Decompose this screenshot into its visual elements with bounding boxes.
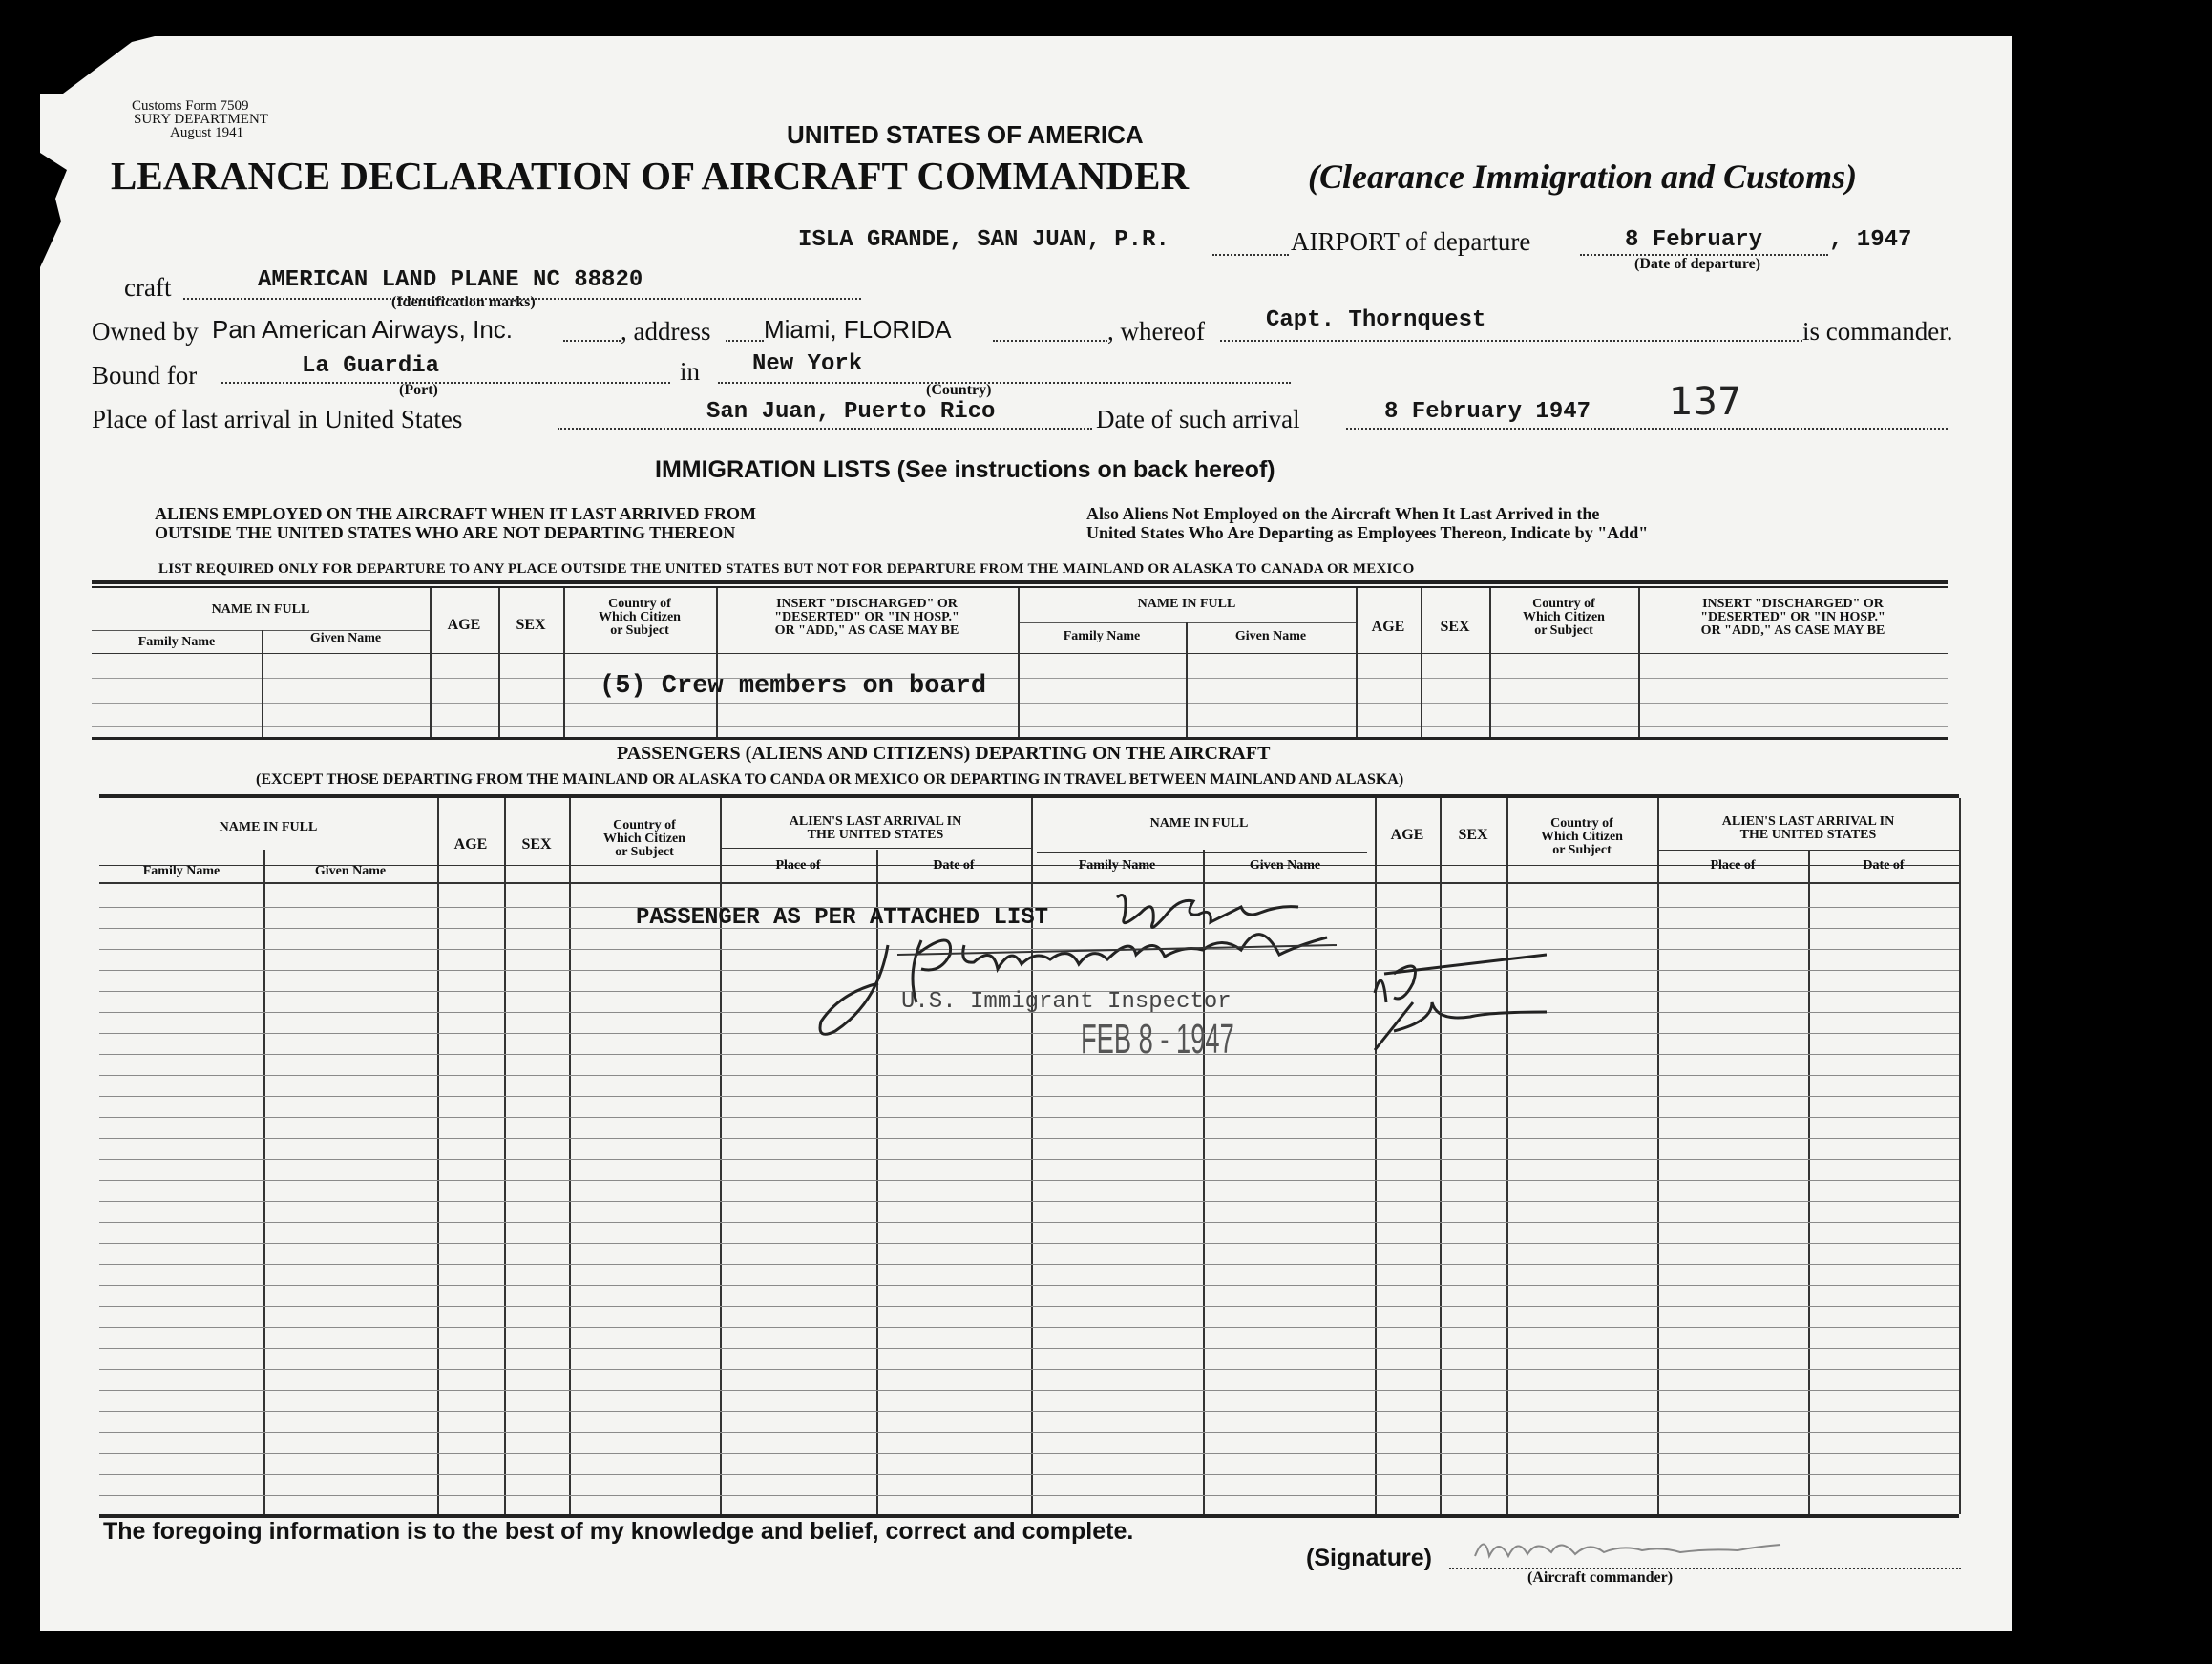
col-age-2: AGE xyxy=(1371,619,1405,635)
col-name-in-full: NAME IN FULL xyxy=(211,602,310,617)
col-insert-status xyxy=(716,598,1018,638)
table-row xyxy=(99,1474,1959,1475)
p-col-last-arrival-2 xyxy=(1657,815,1959,842)
departure-year-value: , 1947 xyxy=(1829,227,1912,253)
table-row xyxy=(99,1117,1959,1118)
p-col-date-of: Date of xyxy=(933,858,975,873)
table-row xyxy=(99,1285,1959,1286)
table-row xyxy=(99,1138,1959,1139)
col-family-name: Family Name xyxy=(137,635,216,649)
owner-value: Pan American Airways, Inc. xyxy=(212,315,514,344)
p-col-given-name-2: Given Name xyxy=(1249,858,1321,873)
table-row xyxy=(99,1201,1959,1202)
p-col-last-arrival-line2: THE UNITED STATES xyxy=(807,828,944,842)
col-country-2 xyxy=(1489,598,1638,638)
p-col-country-2-line3: or Subject xyxy=(1552,843,1612,857)
crew-note: (5) Crew members on board xyxy=(600,672,987,701)
commander-caption: (Aircraft commander) xyxy=(1527,1569,1674,1586)
p-col-country-2 xyxy=(1506,817,1657,857)
p-col-age-2: AGE xyxy=(1390,827,1424,843)
aircraft-value: AMERICAN LAND PLANE NC 88820 xyxy=(258,267,643,293)
col-insert-2-line1: INSERT "DISCHARGED" OR xyxy=(1702,597,1884,611)
table-row xyxy=(99,1222,1959,1223)
departure-airport-label: AIRPORT of departure xyxy=(1291,227,1531,256)
aircraft-caption: (Identification marks) xyxy=(391,294,536,310)
p-col-last-arrival-line1: ALIEN'S LAST ARRIVAL IN xyxy=(789,814,962,829)
certification-statement: The foregoing information is to the best of my knowledge and belief, correct and complete. xyxy=(103,1518,1134,1545)
col-country-line3: or Subject xyxy=(610,623,669,638)
p-col-last-arrival xyxy=(720,815,1031,842)
table-row xyxy=(99,1495,1959,1496)
col-sex: SEX xyxy=(516,617,546,633)
passengers-subheading: (EXCEPT THOSE DEPARTING FROM THE MAINLAND OR ALASKA TO CANDA OR MEXICO OR DEPARTING IN TRAVEL BETWEEN MAINLAND AND ALASKA) xyxy=(256,771,1404,788)
aircraft-label: craft xyxy=(124,273,172,302)
col-given-name-2: Given Name xyxy=(1234,629,1307,643)
passenger-column-divider xyxy=(1959,798,1961,1514)
p-col-date-of-2: Date of xyxy=(1863,858,1905,873)
p-col-family-name-2: Family Name xyxy=(1078,858,1156,873)
bound-country-value: New York xyxy=(752,351,863,377)
table-row xyxy=(99,1390,1959,1391)
p-col-sex-2: SEX xyxy=(1458,827,1488,843)
p-col-country-line2: Which Citizen xyxy=(603,832,685,846)
table-row xyxy=(99,1159,1959,1160)
p-col-place-of: Place of xyxy=(775,858,821,873)
page-title: LEARANCE DECLARATION OF AIRCRAFT COMMANDER xyxy=(111,154,1190,198)
col-country-line2: Which Citizen xyxy=(599,610,681,624)
table-row xyxy=(99,1180,1959,1181)
col-insert-line1: INSERT "DISCHARGED" OR xyxy=(776,597,958,611)
commander-suffix: is commander. xyxy=(1802,317,1953,346)
employed-aliens-note xyxy=(155,504,756,542)
p-col-last-arrival-2-line2: THE UNITED STATES xyxy=(1739,828,1877,842)
col-country-2-line1: Country of xyxy=(1532,597,1595,611)
col-sex-2: SEX xyxy=(1440,619,1470,635)
table-row xyxy=(99,1432,1959,1433)
owned-by-label: Owned by xyxy=(92,317,199,346)
bound-for-label: Bound for xyxy=(92,361,198,390)
p-col-family-name: Family Name xyxy=(142,864,221,878)
commander-signature xyxy=(1470,1527,1785,1571)
bound-port-caption: (Port) xyxy=(399,382,438,398)
inspector-stamp-title: U.S. Immigrant Inspector xyxy=(901,989,1232,1015)
p-col-given-name: Given Name xyxy=(314,864,387,878)
page-subtitle: (Clearance Immigration and Customs) xyxy=(1308,158,1858,196)
address-value: Miami, FLORIDA xyxy=(764,315,952,344)
col-name-in-full-2: NAME IN FULL xyxy=(1137,597,1236,611)
department-name: SURY DEPARTMENT xyxy=(134,112,268,127)
bound-in-label: in xyxy=(680,357,701,386)
col-country-2-line2: Which Citizen xyxy=(1523,610,1605,624)
table-row xyxy=(99,1096,1959,1097)
other-aliens-note-line1: Also Aliens Not Employed on the Aircraft When It Last Arrived in the xyxy=(1086,504,1600,523)
passenger-column-divider xyxy=(569,798,571,1514)
p-col-name-in-full-2: NAME IN FULL xyxy=(1149,816,1249,831)
p-col-country xyxy=(569,819,720,859)
passenger-column-divider xyxy=(437,798,439,1514)
departure-date-value: 8 February xyxy=(1625,227,1763,253)
table-row xyxy=(99,1264,1959,1265)
list-requirement-note: LIST REQUIRED ONLY FOR DEPARTURE TO ANY PLACE OUTSIDE THE UNITED STATES BUT NOT FOR DEPARTURE FROM THE MAINLAND OR ALASKA TO CANADA OR MEXICO xyxy=(158,561,1415,577)
table-row xyxy=(99,1243,1959,1244)
p-col-last-arrival-2-line1: ALIEN'S LAST ARRIVAL IN xyxy=(1721,814,1895,829)
p-col-sex: SEX xyxy=(521,836,552,853)
table-row xyxy=(99,1327,1959,1328)
bound-port-value: La Guardia xyxy=(302,353,440,379)
col-insert-status-2 xyxy=(1638,598,1948,638)
table-row xyxy=(99,1411,1959,1412)
passenger-column-divider xyxy=(1657,798,1659,1514)
departure-airport-value: ISLA GRANDE, SAN JUAN, P.R. xyxy=(798,227,1169,253)
table-row xyxy=(99,1348,1959,1349)
table-row xyxy=(99,1369,1959,1370)
col-given-name: Given Name xyxy=(309,631,382,645)
col-insert-line2: "DESERTED" OR "IN HOSP." xyxy=(774,610,959,624)
col-insert-line3: OR "ADD," AS CASE MAY BE xyxy=(774,623,959,638)
commander-value: Capt. Thornquest xyxy=(1266,307,1486,333)
other-aliens-note-line2: United States Who Are Departing as Employees Thereon, Indicate by "Add" xyxy=(1086,523,1649,542)
col-age: AGE xyxy=(447,617,481,633)
col-insert-2-line2: "DESERTED" OR "IN HOSP." xyxy=(1700,610,1885,624)
col-country xyxy=(563,598,716,638)
customs-form-number: Customs Form 7509 xyxy=(132,98,249,114)
last-arrival-label: Place of last arrival in United States xyxy=(92,405,463,433)
bound-country-caption: (Country) xyxy=(926,382,992,398)
other-aliens-note xyxy=(1086,504,1648,542)
last-arrival-value: San Juan, Puerto Rico xyxy=(706,399,996,425)
p-col-country-2-line1: Country of xyxy=(1550,816,1613,831)
p-col-country-line3: or Subject xyxy=(615,845,674,859)
handwritten-number: 137 xyxy=(1669,380,1742,424)
immigration-heading: IMMIGRATION LISTS (See instructions on back hereof) xyxy=(655,456,1275,483)
p-col-place-of-2: Place of xyxy=(1710,858,1756,873)
table-row xyxy=(99,1453,1959,1454)
p-col-country-2-line2: Which Citizen xyxy=(1541,830,1623,844)
signature-label: (Signature) xyxy=(1306,1545,1432,1571)
p-col-age: AGE xyxy=(453,836,488,853)
country-heading: UNITED STATES OF AMERICA xyxy=(787,120,1144,149)
col-country-line1: Country of xyxy=(608,597,671,611)
p-col-name-in-full: NAME IN FULL xyxy=(219,820,318,834)
col-insert-2-line3: OR "ADD," AS CASE MAY BE xyxy=(1700,623,1885,638)
p-col-country-line1: Country of xyxy=(613,818,676,832)
employed-aliens-note-line2: OUTSIDE THE UNITED STATES WHO ARE NOT DEPARTING THEREON xyxy=(155,523,736,542)
form-number-block xyxy=(132,99,268,139)
address-label: , address xyxy=(621,317,711,346)
passengers-heading: PASSENGERS (ALIENS AND CITIZENS) DEPARTING ON THE AIRCRAFT xyxy=(617,743,1271,764)
whereof-label: , whereof xyxy=(1107,317,1205,346)
col-country-2-line3: or Subject xyxy=(1534,623,1593,638)
inspector-stamp-date: FEB 8 - 1947 xyxy=(1081,1016,1234,1063)
col-family-name-2: Family Name xyxy=(1063,629,1141,643)
passenger-list-note: PASSENGER AS PER ATTACHED LIST xyxy=(636,905,1049,931)
table-row xyxy=(99,1306,1959,1307)
employed-aliens-note-line1: ALIENS EMPLOYED ON THE AIRCRAFT WHEN IT LAST ARRIVED FROM xyxy=(155,504,756,523)
form-edition: August 1941 xyxy=(170,125,244,140)
passenger-column-divider xyxy=(504,798,506,1514)
departure-date-caption: (Date of departure) xyxy=(1634,256,1761,272)
arrival-date-value: 8 February 1947 xyxy=(1384,399,1591,425)
arrival-date-label: Date of such arrival xyxy=(1096,405,1300,433)
